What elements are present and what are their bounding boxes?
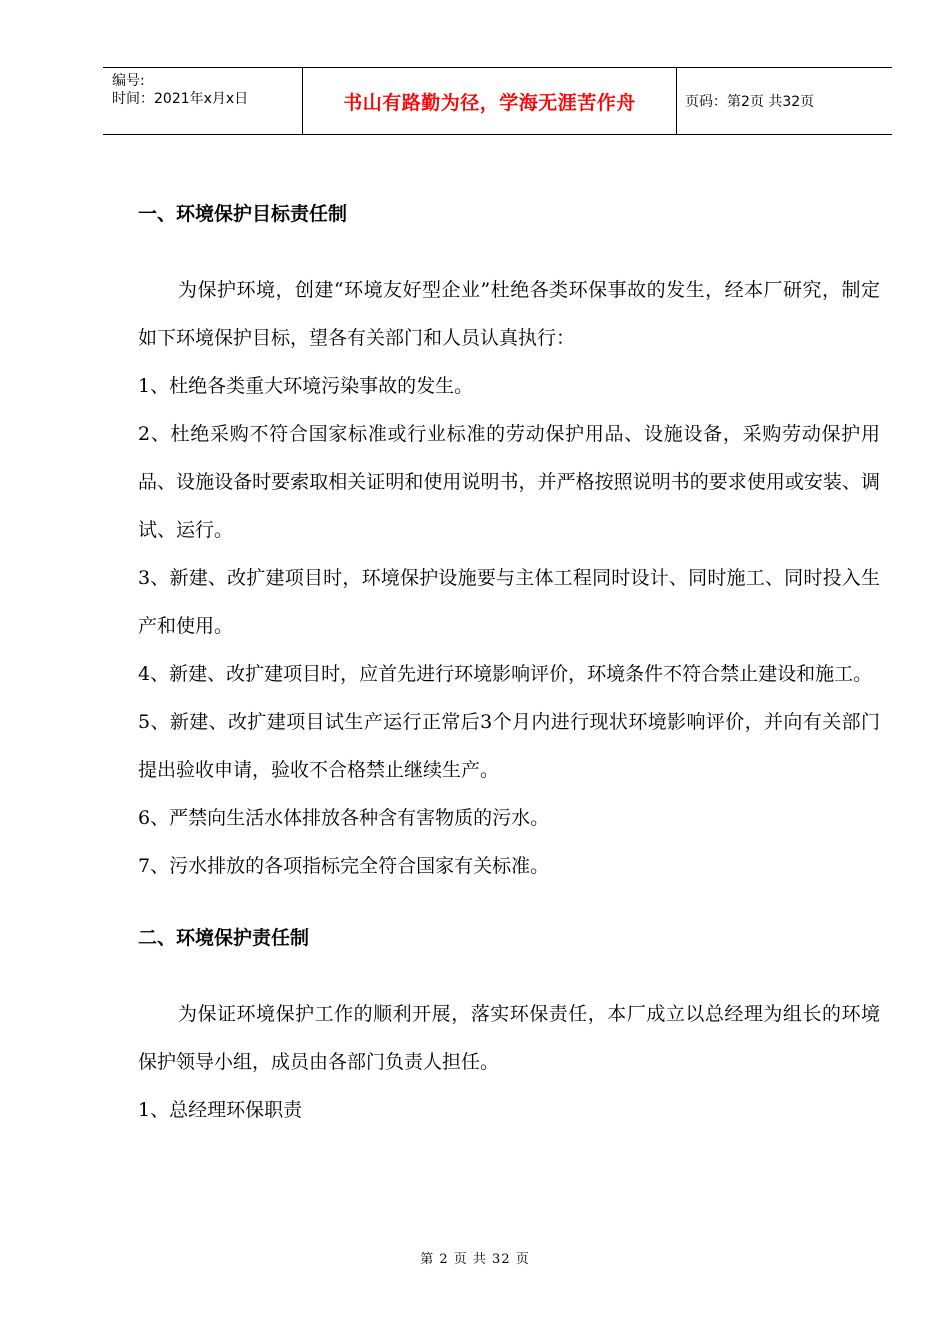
document-body bbox=[138, 190, 880, 1134]
section-intro-2: 为保证环境保护工作的顺利开展，落实环保责任，本厂成立以总经理为组长的环境保护领导小组，成员由各部门负责人担任。 bbox=[138, 1003, 880, 1073]
number-label: 编号: bbox=[112, 73, 145, 89]
page-footer: 第 2 页 共 32 页 bbox=[420, 1252, 530, 1267]
list-item: 1、杜绝各类重大环境污染事故的发生。 bbox=[138, 375, 474, 397]
list-item: 3、新建、改扩建项目时，环境保护设施要与主体工程同时设计、同时施工、同时投入生产和使用。 bbox=[138, 567, 880, 637]
header-page-code: 页码：第2页 共32页 bbox=[685, 94, 815, 110]
list-item: 2、杜绝采购不符合国家标准或行业标准的劳动保护用品、设施设备，采购劳动保护用品、设施设备时要索取相关证明和使用说明书，并严格按照说明书的要求使用或安装、调试、运行。 bbox=[138, 423, 880, 541]
section-heading-1: 一、环境保护目标责任制 bbox=[138, 203, 348, 225]
list-item: 6、严禁向生活水体排放各种含有害物质的污水。 bbox=[138, 807, 550, 829]
header-meta bbox=[103, 68, 303, 134]
header-motto: 书山有路勤为径，学海无涯苦作舟 bbox=[303, 68, 677, 134]
list-item: 4、新建、改扩建项目时，应首先进行环境影响评价，环境条件不符合禁止建设和施工。 bbox=[138, 663, 873, 685]
list-item: 1、总经理环保职责 bbox=[138, 1099, 303, 1121]
list-item: 7、污水排放的各项指标完全符合国家有关标准。 bbox=[138, 855, 550, 877]
list-item: 5、新建、改扩建项目试生产运行正常后3个月内进行现状环境影响评价，并向有关部门提出验收申请，验收不合格禁止继续生产。 bbox=[138, 711, 880, 781]
section-heading-2: 二、环境保护责任制 bbox=[138, 927, 310, 949]
date-label: 时间：2021年x月x日 bbox=[112, 91, 249, 107]
section-intro-1: 为保护环境，创建“环境友好型企业”杜绝各类环保事故的发生，经本厂研究，制定如下环境保护目标，望各有关部门和人员认真执行： bbox=[138, 279, 880, 349]
document-header bbox=[103, 67, 892, 135]
